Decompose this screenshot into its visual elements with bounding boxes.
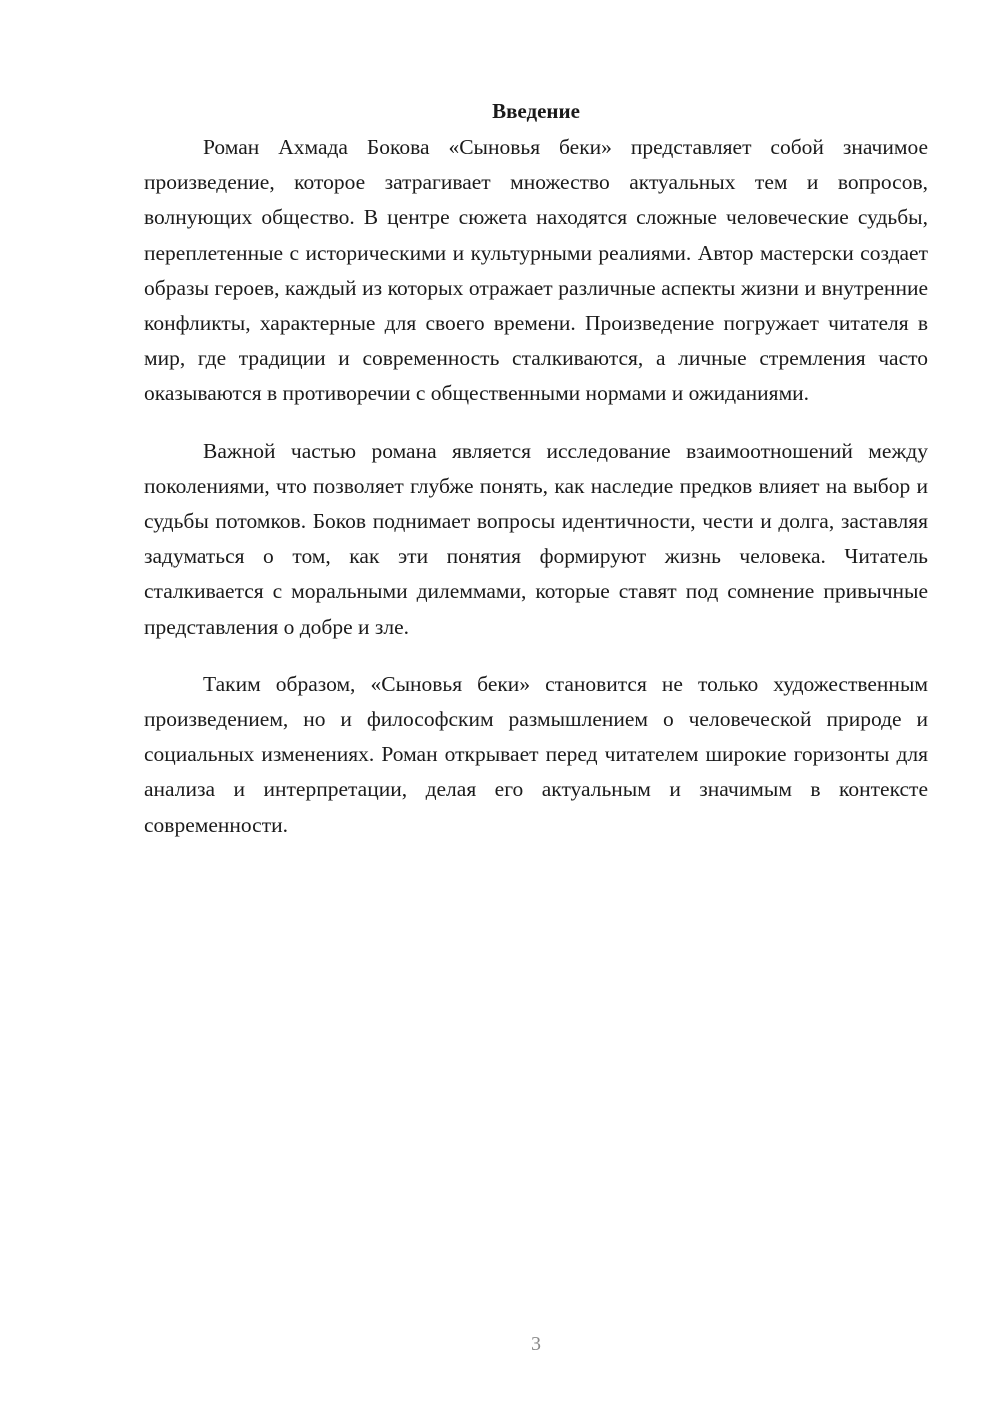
section-heading: Введение (492, 99, 580, 123)
paragraph-1: Роман Ахмада Бокова «Сыновья беки» представляет собой значимое произведение, которое затрагивает множество актуальных тем и вопросов, волнующих общество. В центре сюжета находятся сложные человеческие судьбы, переплетенные с историческими и культурными реалиями. Автор мастерски создает образы героев, каждый из которых отражает различные аспекты жизни и внутренние конфликты, характерные для своего времени. Произведение погружает читателя в мир, где традиции и современность сталкиваются, а личные стремления часто оказываются в противоречии с общественными нормами и ожиданиями. (144, 135, 928, 406)
paragraph-3: Таким образом, «Сыновья беки» становится не только художественным произведением, но и философским размышлением о человеческой природе и социальных изменениях. Роман открывает перед читателем широкие горизонты для анализа и интерпретации, делая его актуальным и значимым в контексте современности. (144, 671, 928, 837)
page-number: 3 (531, 1333, 541, 1355)
document-body (144, 96, 928, 865)
paragraph-2: Важной частью романа является исследование взаимоотношений между поколениями, что позволяет глубже понять, как наследие предков влияет на выбор и судьбы потомков. Боков поднимает вопросы идентичности, чести и долга, заставляя задуматься о том, как эти понятия формируют жизнь человека. Читатель сталкивается с моральными дилеммами, которые ставят под сомнение привычные представления о добре и зле. (144, 438, 928, 639)
